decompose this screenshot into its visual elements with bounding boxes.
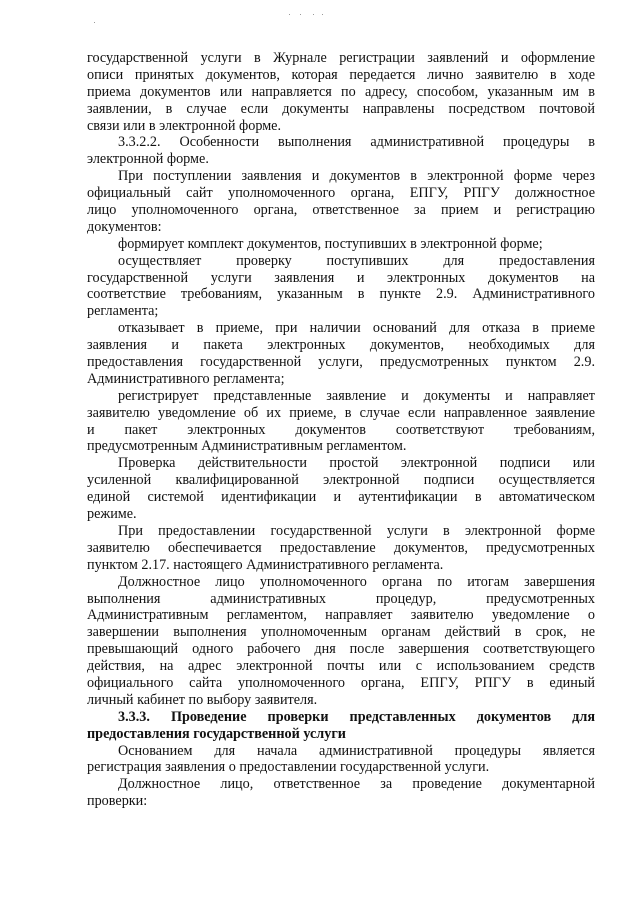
text-line: Проверка действительности простой электронной подписи или bbox=[118, 455, 595, 472]
text-line: документов: bbox=[87, 218, 162, 235]
text-line: регламента; bbox=[87, 303, 159, 320]
document-page bbox=[87, 50, 595, 810]
text-line: пунктом 2.17. настоящего Административного регламента. bbox=[87, 556, 444, 573]
text-line: приема документов или направляется по адресу, способом, указанным им в bbox=[87, 83, 595, 100]
text-line: официального сайта уполномоченного органа, ЕПГУ, РПГУ в единый bbox=[87, 674, 595, 691]
text-line: предоставления государственной услуги, предусмотренных пунктом 2.9. bbox=[87, 354, 595, 371]
text-line: завершении выполнения уполномоченным органам действий в срок, не bbox=[87, 624, 595, 641]
text-line: описи принятых документов, которая передается лично заявителю в ходе bbox=[87, 66, 595, 83]
text-line: связи или в электронной форме. bbox=[87, 117, 282, 134]
text-line: выполнения административных процедур, предусмотренных bbox=[87, 590, 595, 607]
text-line: отказывает в приеме, при наличии оснований для отказа в приеме bbox=[118, 320, 595, 337]
text-line: действия, на адрес электронной почты или с использованием средств bbox=[87, 658, 595, 675]
scan-speck bbox=[300, 14, 301, 15]
text-line: электронной форме. bbox=[87, 151, 209, 168]
text-line: лицо уполномоченного органа, ответственное за прием и регистрацию bbox=[87, 202, 595, 219]
text-line: формирует комплект документов, поступивших в электронной форме; bbox=[118, 235, 543, 252]
text-line: предусмотренным Административным регламентом. bbox=[87, 438, 407, 455]
text-line: проверки: bbox=[87, 793, 148, 810]
text-line: 3.3.2.2. Особенности выполнения административной процедуры в bbox=[118, 134, 595, 151]
text-line: Основанием для начала административной процедуры является bbox=[118, 742, 595, 759]
text-line: государственной услуги в Журнале регистрации заявлений и оформление bbox=[87, 50, 595, 66]
text-line: единой системой идентификации и аутентификации в автоматическом bbox=[87, 489, 595, 506]
scan-specks bbox=[0, 0, 640, 40]
text-line: заявителю уведомление об их приеме, в случае если направленное заявление bbox=[87, 404, 595, 421]
text-line: усиленной квалифицированной электронной подписи осуществляется bbox=[87, 472, 595, 489]
text-line: превышающий одного рабочего дня после завершения соответствующего bbox=[87, 641, 595, 658]
text-line: При поступлении заявления и документов в электронной форме через bbox=[118, 168, 595, 185]
text-line: регистрация заявления о предоставлении государственной услуги. bbox=[87, 759, 490, 776]
text-line: заявлении, в случае если документы направлены посредством почтовой bbox=[87, 100, 595, 117]
text-line: и пакет электронных документов соответствуют требованиям, bbox=[87, 421, 595, 438]
scan-speck bbox=[289, 14, 290, 15]
text-line: Административным регламентом, направляет заявителю уведомление о bbox=[87, 607, 595, 624]
scan-speck bbox=[322, 14, 323, 15]
section-heading-line: 3.3.3. Проведение проверки представленных документов для bbox=[118, 708, 595, 725]
text-line: осуществляет проверку поступивших для предоставления bbox=[118, 252, 595, 269]
text-line: Должностное лицо уполномоченного органа по итогам завершения bbox=[118, 573, 595, 590]
text-line: режиме. bbox=[87, 506, 137, 523]
text-line: заявления и пакета электронных документов, необходимых для bbox=[87, 337, 595, 354]
text-line: личный кабинет по выбору заявителя. bbox=[87, 691, 318, 708]
text-line: Должностное лицо, ответственное за проведение документарной bbox=[118, 776, 595, 793]
scan-speck bbox=[94, 22, 95, 23]
text-line: соответствие требованиям, указанным в пункте 2.9. Административного bbox=[87, 286, 595, 303]
text-line: заявителю обеспечивается предоставление документов, предусмотренных bbox=[87, 539, 595, 556]
text-line: При предоставлении государственной услуги в электронной форме bbox=[118, 522, 595, 539]
section-heading-line: предоставления государственной услуги bbox=[87, 725, 346, 742]
text-line: официальный сайт уполномоченного органа, ЕПГУ, РПГУ должностное bbox=[87, 185, 595, 202]
scan-speck bbox=[313, 14, 314, 15]
text-line: государственной услуги заявления и электронных документов на bbox=[87, 269, 595, 286]
text-line: регистрирует представленные заявление и документы и направляет bbox=[118, 387, 595, 404]
text-line: Административного регламента; bbox=[87, 370, 285, 387]
